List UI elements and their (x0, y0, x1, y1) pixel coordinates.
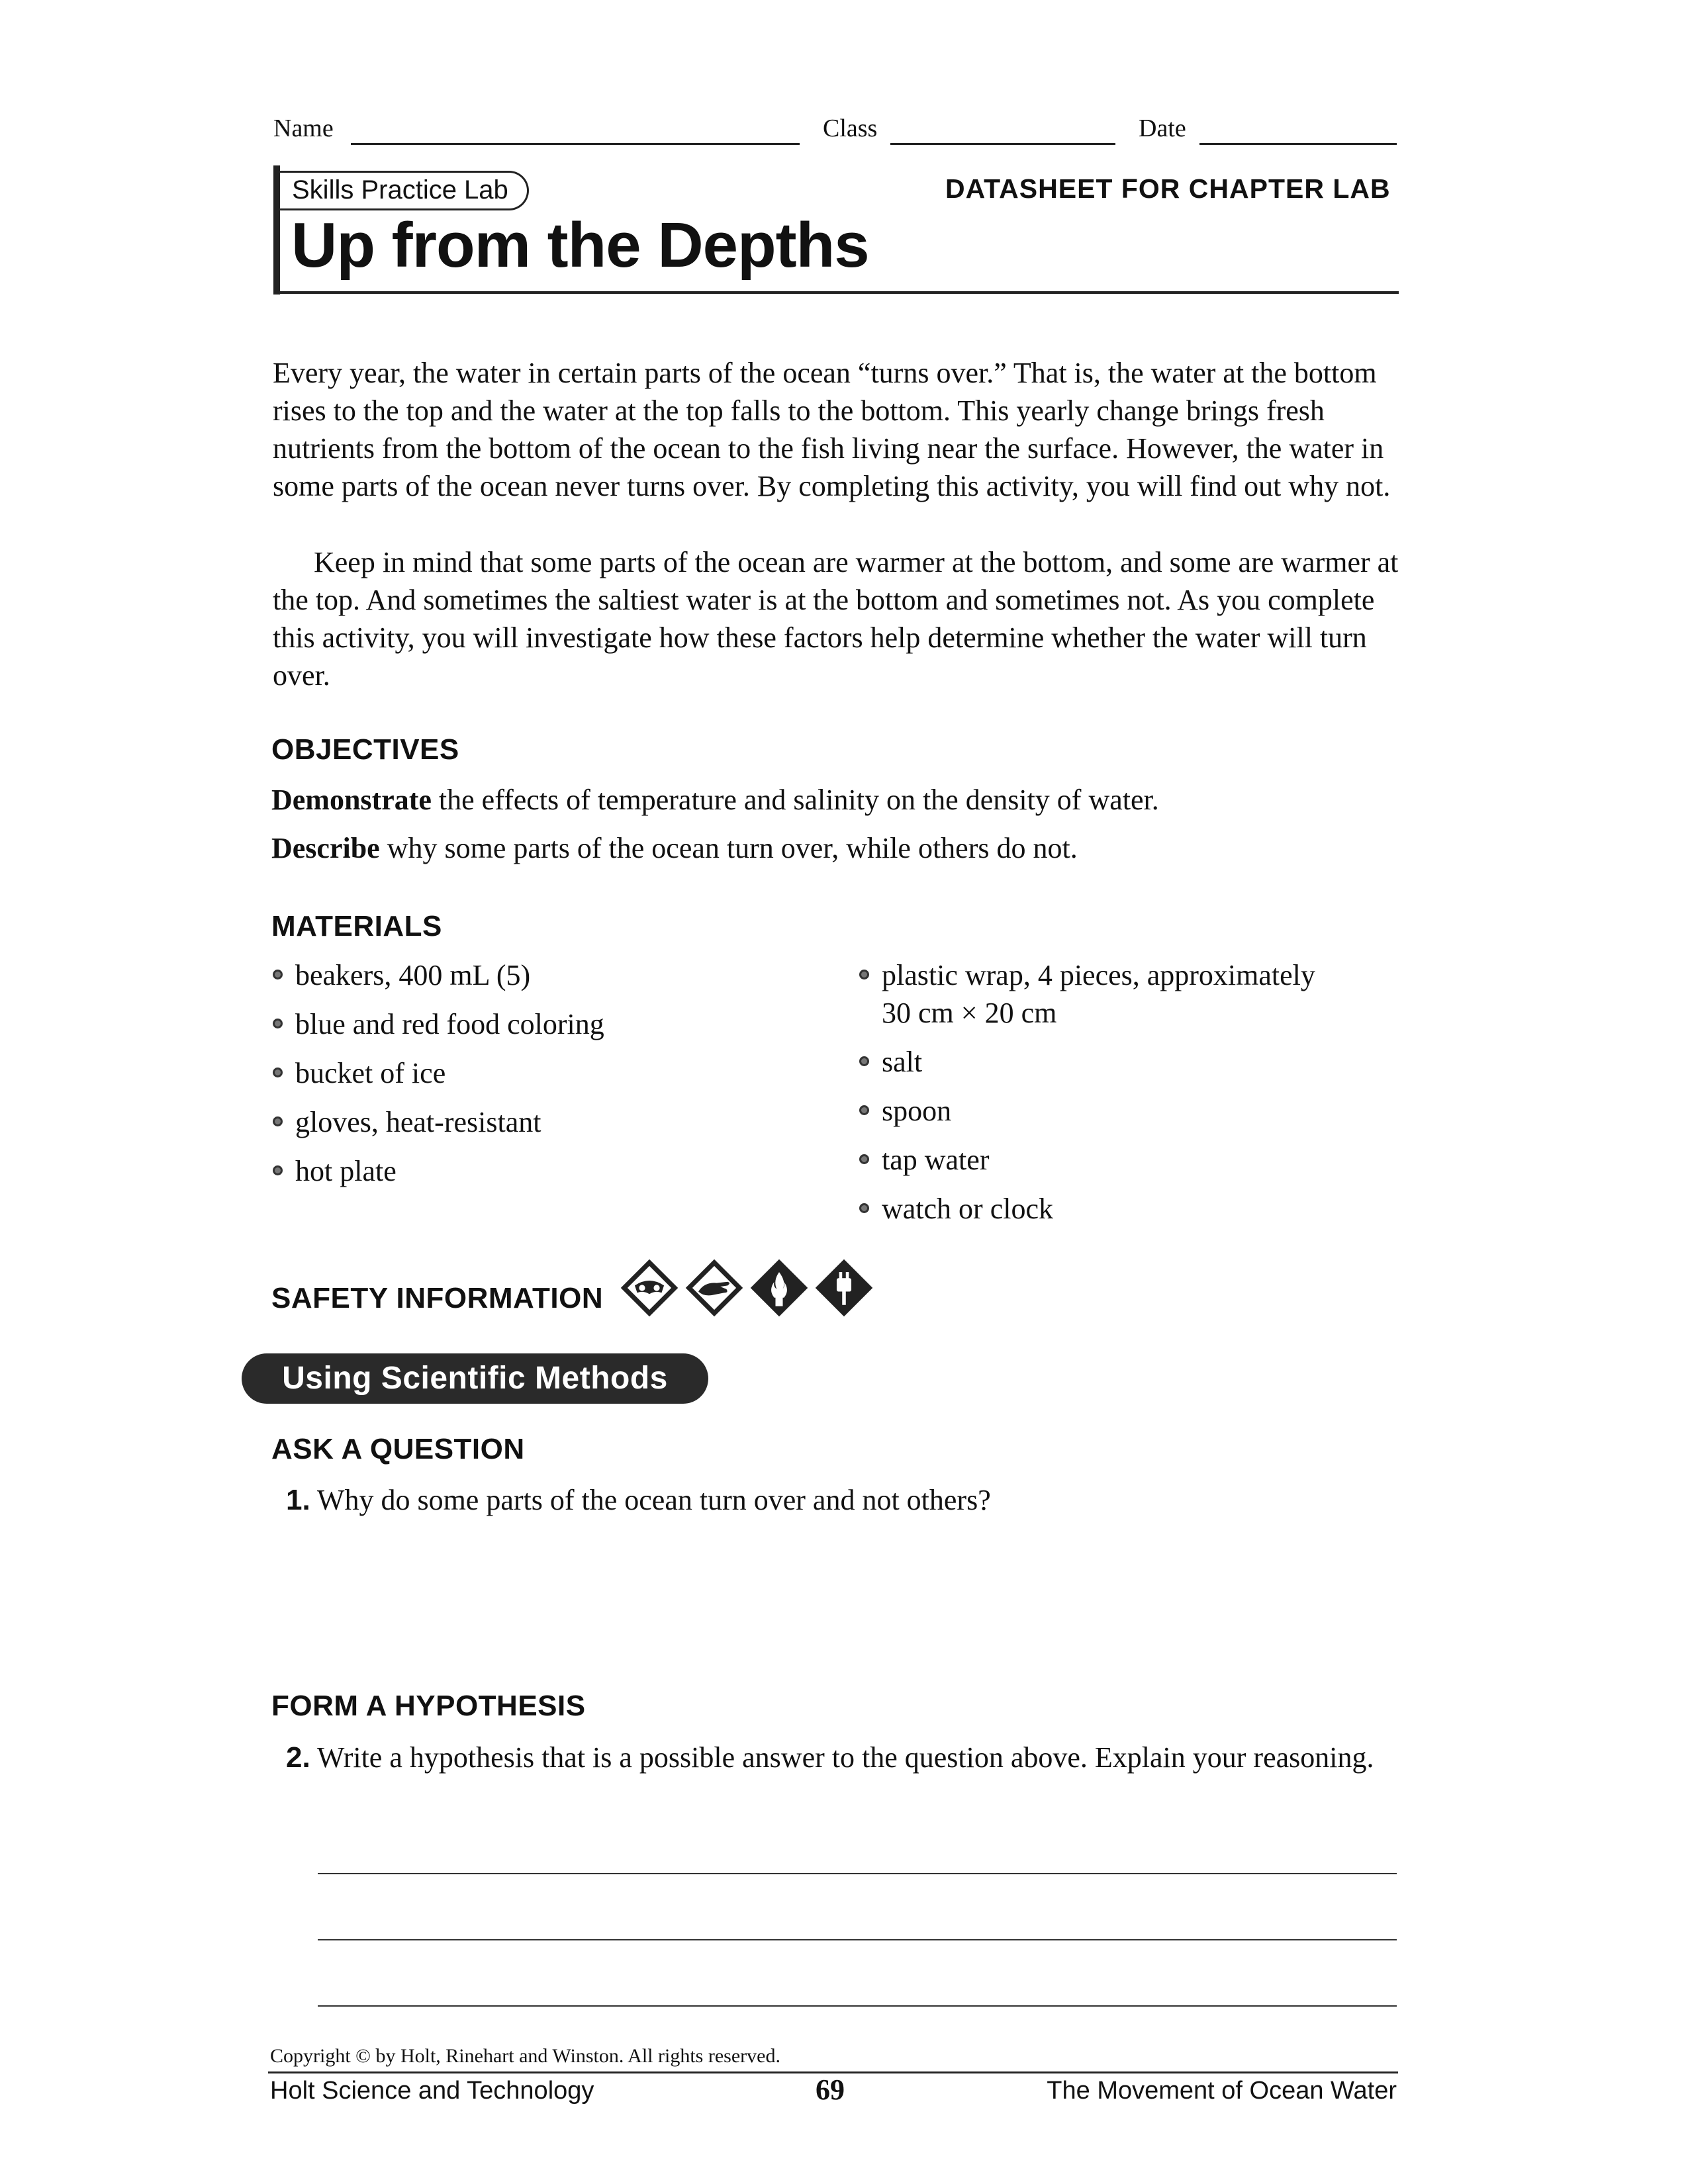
class-field[interactable] (890, 143, 1115, 145)
materials-list-left (271, 956, 801, 1201)
question-number: 1. (286, 1484, 310, 1516)
list-item: bucket of ice (271, 1054, 801, 1092)
bullet-icon (859, 1056, 869, 1066)
list-item: watch or clock (858, 1190, 1401, 1228)
scientific-methods-banner: Using Scientific Methods (242, 1353, 708, 1404)
hypothesis-heading: FORM A HYPOTHESIS (271, 1690, 586, 1722)
list-item: spoon (858, 1092, 1401, 1130)
objective-verb: Demonstrate (271, 784, 432, 816)
date-field[interactable] (1199, 143, 1397, 145)
list-item: plastic wrap, 4 pieces, approximately 30 cm × 20 cm (858, 956, 1401, 1032)
page-number: 69 (816, 2073, 845, 2106)
bullet-icon (859, 970, 869, 979)
objective-text: why some parts of the ocean turn over, while others do not. (379, 832, 1078, 864)
bullet-icon (859, 1203, 869, 1213)
ask-question-heading: ASK A QUESTION (271, 1433, 525, 1465)
title-bar (273, 165, 280, 295)
list-item: tap water (858, 1141, 1401, 1179)
name-field[interactable] (351, 143, 800, 145)
page-title: Up from the Depths (291, 210, 869, 281)
materials-heading: MATERIALS (271, 910, 442, 942)
bullet-icon (273, 970, 283, 979)
question-text: Write a hypothesis that is a possible answer to the question above. Explain your reasoning. (316, 1741, 1374, 1774)
footer-book-title: Holt Science and Technology (270, 2077, 594, 2105)
intro-paragraph-2: Keep in mind that some parts of the ocean are warmer at the bottom, and some are warmer at the top. And sometimes the saltiest water is at the bottom and sometimes not. As you complete this activity, you will investigate how these factors help determine whether the water will turn over. (273, 546, 1399, 692)
question-text: Why do some parts of the ocean turn over and not others? (316, 1484, 991, 1516)
answer-line[interactable] (318, 1939, 1397, 1940)
intro-paragraph-1: Every year, the water in certain parts of the ocean “turns over.” That is, the water at the bottom rises to the top and the water at the top falls to the bottom. This yearly change brings fresh nutrients from the bottom of the ocean to the fish living near the surface. However, the water in some parts of the ocean never turns over. By completing this activity, you will find out why not. (273, 357, 1391, 502)
date-label: Date (1139, 114, 1186, 142)
class-label: Class (823, 114, 878, 142)
list-item: blue and red food coloring (271, 1005, 801, 1043)
electric-safety-icon (814, 1257, 874, 1318)
heating-safety-icon (749, 1257, 810, 1318)
footer-chapter-title: The Movement of Ocean Water (1047, 2077, 1397, 2105)
bullet-icon (859, 1105, 869, 1115)
list-item: salt (858, 1043, 1401, 1081)
bullet-icon (273, 1068, 283, 1077)
question-1 (286, 1481, 1398, 1519)
bullet-icon (273, 1165, 283, 1175)
copyright-notice: Copyright © by Holt, Rinehart and Winston. All rights reserved. (270, 2045, 780, 2067)
list-item: beakers, 400 mL (5) (271, 956, 801, 994)
question-number: 2. (286, 1741, 310, 1774)
materials-list-right (858, 956, 1401, 1239)
bullet-icon (273, 1116, 283, 1126)
title-divider (273, 291, 1399, 294)
objective-item (271, 831, 1078, 865)
question-2 (286, 1739, 1436, 1776)
list-item: gloves, heat-resistant (271, 1103, 801, 1141)
objective-text: the effects of temperature and salinity on the density of water. (431, 784, 1159, 816)
objective-item (271, 783, 1159, 817)
name-label: Name (273, 114, 334, 142)
objective-verb: Describe (271, 832, 380, 864)
hand-safety-icon (684, 1257, 745, 1318)
lab-type-tag: Skills Practice Lab (280, 171, 529, 210)
bullet-icon (859, 1154, 869, 1164)
datasheet-label: DATASHEET FOR CHAPTER LAB (945, 173, 1391, 204)
bullet-icon (273, 1019, 283, 1028)
safety-heading: SAFETY INFORMATION (271, 1282, 604, 1314)
answer-line[interactable] (318, 1873, 1397, 1874)
safety-icons (619, 1257, 874, 1318)
list-item-continuation: 30 cm × 20 cm (882, 997, 1057, 1029)
list-item: hot plate (271, 1152, 801, 1190)
answer-line[interactable] (318, 2005, 1397, 2007)
eye-protection-icon (619, 1257, 680, 1318)
objectives-heading: OBJECTIVES (271, 733, 459, 766)
